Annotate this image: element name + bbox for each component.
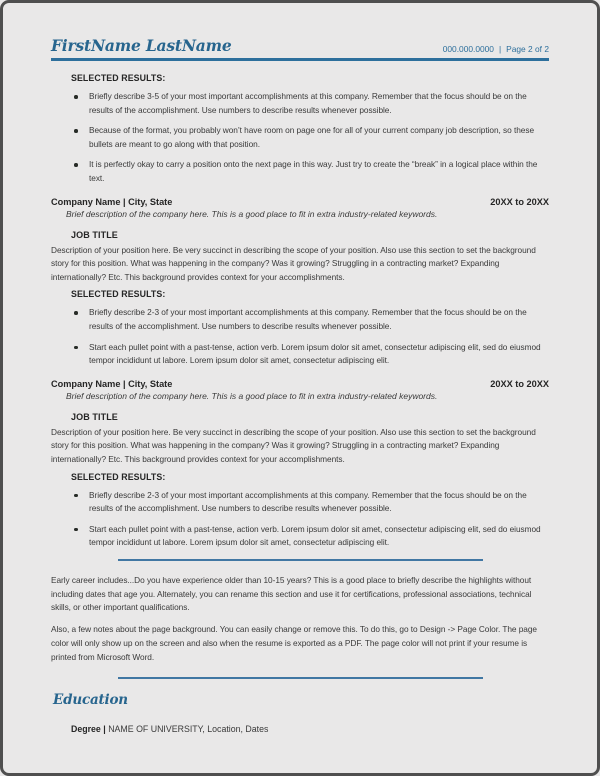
- company-row: [51, 379, 549, 389]
- list-item: [73, 489, 549, 516]
- bullet-dot-icon: [74, 129, 78, 133]
- list-item: [73, 341, 549, 368]
- bullet-text: Start each pullet point with a past-tense, action verb. Lorem ipsum dolor sit amet, consectetur adipiscing elit, sed do eiusmod tempor incididunt ut labore. Lorem ipsum dolor sit amet, consectetur adipiscing elit.: [89, 523, 541, 548]
- bullet-text: Briefly describe 2-3 of your most important accomplishments at this company. Remember that the focus should be on the results of the accomplishment. Use numbers to describe results whenever possible.: [89, 489, 527, 514]
- early-career-note: Early career includes...Do you have experience older than 10-15 years? This is a good place to briefly describe the highlights without including dates that age you. Alternately, you can rename this section and use it for certifications, professional associations, technical skills, or other important qualifications.: [51, 574, 532, 613]
- header-phone: 000.000.0000: [442, 44, 494, 54]
- degree-line: [71, 724, 549, 734]
- continued-results-list: [51, 90, 549, 186]
- employment-dates: 20XX to 20XX: [490, 378, 549, 389]
- bullet-text: Briefly describe 2-3 of your most important accomplishments at this company. Remember that the focus should be on the results of the accomplishment. Use numbers to describe results whenever possible.: [89, 307, 527, 331]
- company-description: Brief description of the company here. This is a good place to fit in extra industry-related keywords.: [66, 390, 438, 401]
- degree-details: NAME OF UNIVERSITY, Location, Dates: [108, 723, 269, 734]
- job-title: JOB TITLE: [71, 229, 118, 240]
- bullet-text: Because of the format, you probably won’t have room on page one for all of your current company job description, so these bullets are meant to go along with that position.: [89, 125, 535, 149]
- position-entry: [51, 197, 549, 368]
- page-background-note: Also, a few notes about the page background. You can easily change or remove this. To do this, go to Design -> Page Color. The page color will only show up on the screen and also when the resume is exported as a PDF. The page color will not print if your resume is printed from Microsoft Word.: [51, 624, 537, 662]
- bullet-text: Briefly describe 3-5 of your most important accomplishments at this company. Remember that the focus should be on the results of the accomplishment. Use numbers to describe results whenever possible.: [89, 91, 527, 115]
- bullet-dot-icon: [74, 163, 78, 167]
- degree-separator: |: [103, 723, 106, 734]
- position-entry: [51, 379, 549, 550]
- page-header: [51, 36, 549, 61]
- employment-dates: 20XX to 20XX: [490, 196, 549, 207]
- results-list: [51, 489, 549, 550]
- page-indicator: Page 2 of 2: [506, 44, 549, 54]
- section-divider: [118, 559, 483, 561]
- job-title: JOB TITLE: [71, 411, 118, 422]
- results-list: [51, 306, 549, 367]
- company-description: Brief description of the company here. This is a good place to fit in extra industry-related keywords.: [66, 208, 438, 219]
- education-heading: Education: [53, 691, 128, 708]
- header-contact: [443, 44, 549, 55]
- list-item: [73, 158, 549, 185]
- list-item: [73, 523, 549, 550]
- results-heading: SELECTED RESULTS:: [71, 289, 166, 300]
- section-divider: [118, 677, 483, 679]
- continued-results-heading: SELECTED RESULTS:: [71, 73, 166, 83]
- company-name: Company Name | City, State: [51, 196, 173, 207]
- company-name: Company Name | City, State: [51, 378, 173, 389]
- bullet-text: It is perfectly okay to carry a position onto the next page in this way. Just try to create the “break” in a logical place within the text.: [89, 159, 538, 183]
- degree-label: Degree: [71, 723, 101, 734]
- list-item: [73, 306, 549, 333]
- header-separator: |: [498, 44, 502, 54]
- company-row: [51, 197, 549, 207]
- results-heading: SELECTED RESULTS:: [71, 471, 166, 482]
- position-description: Description of your position here. Be very succinct in describing the scope of your position. Also use this section to set the background story for this position. What was happening in the company? Was it growing? Struggling in a contracting market? Expanding internationally? Etc. This background provides context for your accomplishments.: [51, 426, 536, 464]
- page-content: [3, 3, 597, 734]
- bullet-dot-icon: [74, 311, 78, 315]
- bullet-dot-icon: [74, 528, 78, 532]
- bullet-dot-icon: [74, 346, 78, 350]
- bullet-text: Start each pullet point with a past-tense, action verb. Lorem ipsum dolor sit amet, consectetur adipiscing elit, sed do eiusmod tempor incididunt ut labore. Lorem ipsum dolor sit amet, consectetur adipiscing elit.: [89, 341, 541, 366]
- bullet-dot-icon: [74, 95, 78, 99]
- list-item: [73, 124, 549, 151]
- bullet-dot-icon: [74, 494, 78, 498]
- position-description: Description of your position here. Be very succinct in describing the scope of your position. Also use this section to set the background story for this position. What was happening in the company? Was it growing? Struggling in a contracting market? Expanding internationally? Etc. This background provides context for your accomplishments.: [51, 244, 536, 282]
- resume-name: FirstName LastName: [51, 36, 232, 55]
- list-item: [73, 90, 549, 117]
